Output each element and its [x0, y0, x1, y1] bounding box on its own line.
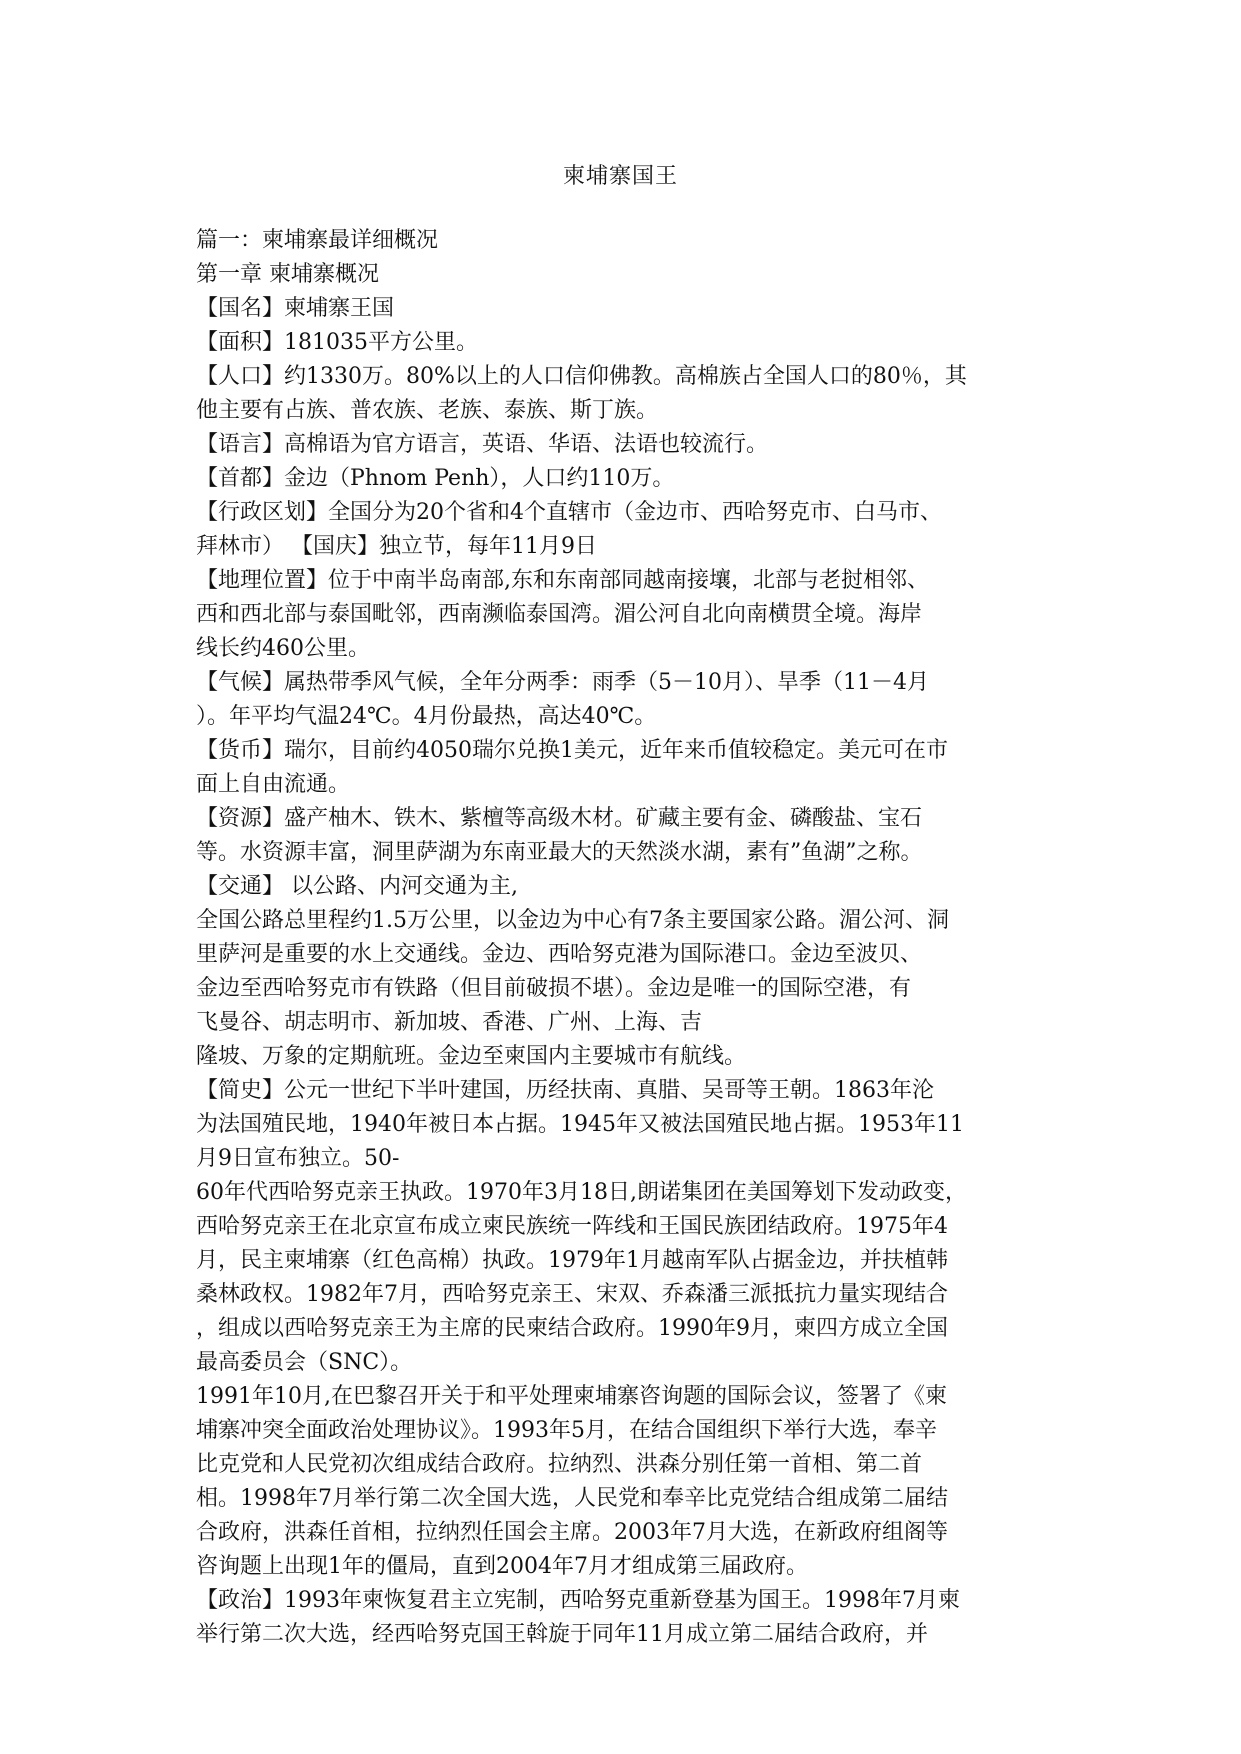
document-title: 柬埔寨国王	[562, 164, 678, 189]
text-line: ）。年平均气温24℃。4月份最热，高达40℃。	[196, 704, 657, 729]
text-line: 月9日宣布独立。50-	[196, 1146, 400, 1171]
text-line: 相。1998年7月举行第二次全国大选，人民党和奉辛比克党结合组成第二届结	[196, 1486, 948, 1511]
text-line: 埔寨冲突全面政治处理协议》。1993年5月，在结合国组织下举行大选，奉辛	[196, 1418, 937, 1443]
text-line: 【地理位置】位于中南半岛南部,东和东南部同越南接壤，北部与老挝相邻、	[196, 568, 929, 593]
text-line: 月，民主柬埔寨（红色高棉）执政。1979年1月越南军队占据金边，并扶植韩	[196, 1248, 948, 1273]
text-line: 第一章 柬埔寨概况	[196, 262, 379, 287]
text-line: 最高委员会（SNC）。	[196, 1350, 413, 1375]
text-line: 【简史】公元一世纪下半叶建国，历经扶南、真腊、吴哥等王朝。1863年沦	[196, 1078, 934, 1103]
text-line: 隆坡、万象的定期航班。金边至柬国内主要城市有航线。	[196, 1044, 747, 1069]
text-line: 为法国殖民地，1940年被日本占据。1945年又被法国殖民地占据。1953年11	[196, 1112, 964, 1137]
text-line: 他主要有占族、普农族、老族、泰族、斯丁族。	[196, 398, 659, 423]
text-line: 西和西北部与泰国毗邻，西南濒临泰国湾。湄公河自北向南横贯全境。海岸	[196, 602, 923, 627]
text-line: 全国公路总里程约1.5万公里，以金边为中心有7条主要国家公路。湄公河、洞	[196, 908, 949, 933]
text-line: 【首都】金边（Phnom Penh），人口约110万。	[196, 466, 675, 491]
text-line: 【国名】柬埔寨王国	[196, 296, 395, 321]
text-line: 飞曼谷、胡志明市、新加坡、香港、广州、上海、吉	[196, 1010, 703, 1035]
text-line: 【语言】高棉语为官方语言，英语、华语、法语也较流行。	[196, 432, 769, 457]
text-line: 西哈努克亲王在北京宣布成立柬民族统一阵线和王国民族团结政府。1975年4	[196, 1214, 948, 1239]
text-line: 金边至西哈努克市有铁路（但目前破损不堪）。金边是唯一的国际空港，有	[196, 976, 912, 1001]
text-line: ，组成以西哈努克亲王为主席的民柬结合政府。1990年9月，柬四方成立全国	[196, 1316, 948, 1341]
text-line: 篇一：柬埔寨最详细概况	[196, 228, 439, 253]
text-line: 【货币】瑞尔，目前约4050瑞尔兑换1美元，近年来币值较稳定。美元可在市	[196, 738, 948, 763]
text-line: 咨询题上出现1年的僵局，直到2004年7月才组成第三届政府。	[196, 1554, 808, 1579]
text-line: 里萨河是重要的水上交通线。金边、西哈努克港为国际港口。金边至波贝、	[196, 942, 923, 967]
text-line: 面上自由流通。	[196, 772, 351, 797]
text-line: 线长约460公里。	[196, 636, 370, 661]
text-line: 桑林政权。1982年7月，西哈努克亲王、宋双、乔森潘三派抵抗力量实现结合	[196, 1282, 948, 1307]
text-line: 拜林市） 【国庆】独立节，每年11月9日	[196, 534, 597, 559]
text-line: 举行第二次大选，经西哈努克国王斡旋于同年11月成立第二届结合政府，并	[196, 1622, 928, 1647]
text-line: 【交通】 以公路、内河交通为主,	[196, 874, 518, 899]
text-line: 【面积】181035平方公里。	[196, 330, 478, 355]
text-line: 60年代西哈努克亲王执政。1970年3月18日,朗诺集团在美国筹划下发动政变，	[196, 1180, 967, 1205]
text-line: 比克党和人民党初次组成结合政府。拉纳烈、洪森分别任第一首相、第二首	[196, 1452, 923, 1477]
text-line: 【行政区划】全国分为20个省和4个直辖市（金边市、西哈努克市、白马市、	[196, 500, 942, 525]
text-line: 1991年10月,在巴黎召开关于和平处理柬埔寨咨询题的国际会议，签署了《柬	[196, 1384, 947, 1409]
text-line: 等。水资源丰富，洞里萨湖为东南亚最大的天然淡水湖，素有”鱼湖”之称。	[196, 840, 923, 865]
text-line: 合政府，洪森任首相，拉纳烈任国会主席。2003年7月大选，在新政府组阁等	[196, 1520, 948, 1545]
text-line: 【资源】盛产柚木、铁木、紫檀等高级木材。矿藏主要有金、磷酸盐、宝石	[196, 806, 923, 831]
document-body	[196, 224, 1046, 1652]
text-line: 【人口】约1330万。80%以上的人口信仰佛教。高棉族占全国人口的80％，其	[196, 364, 967, 389]
text-line: 【政治】1993年柬恢复君主立宪制，西哈努克重新登基为国王。1998年7月柬	[196, 1588, 960, 1613]
text-line: 【气候】属热带季风气候，全年分两季：雨季（5－10月）、旱季（11－4月	[196, 670, 929, 695]
